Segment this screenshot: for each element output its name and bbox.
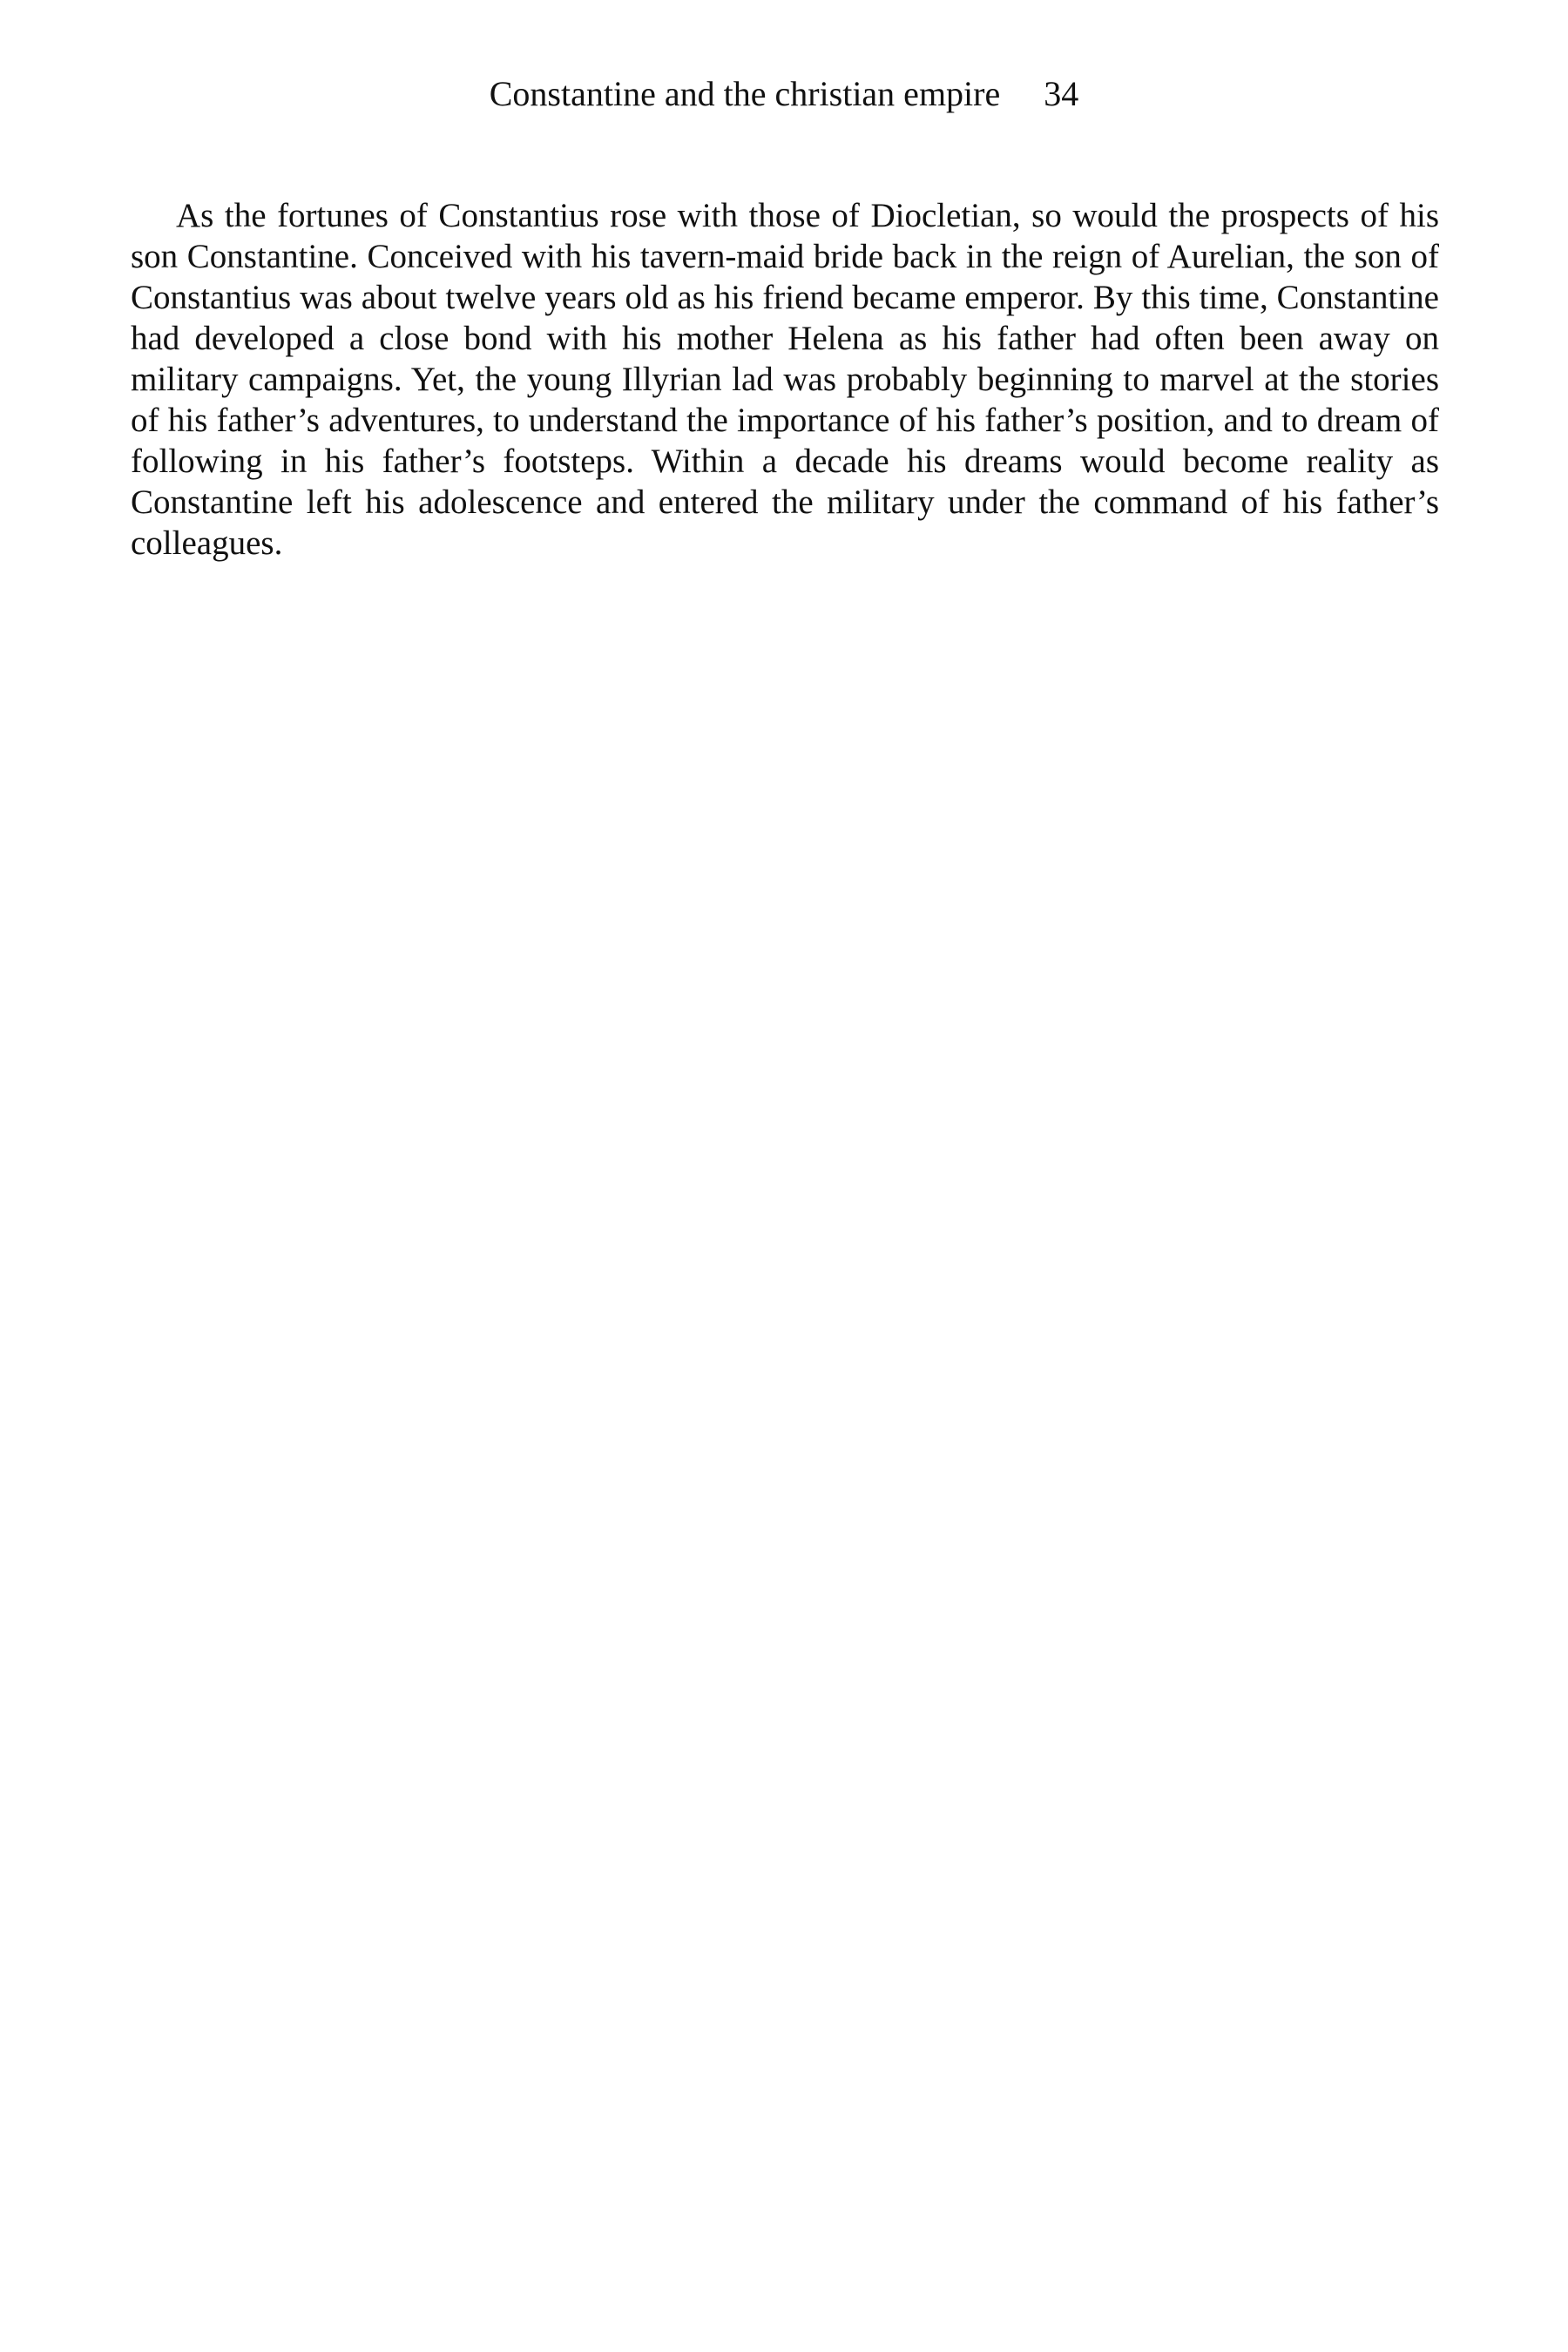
body-paragraph: As the fortunes of Constantius rose with those of Diocletian, so would the prospects of his son Constantine. Conceived with his tavern-maid bride back in the reign of Aurelian, the son of Constantius was about twelve years old as his friend became emperor. By this time, Constantine had developed a close bond with his mother Helena as his father had often been away on military campaigns. Yet, the young Illyrian lad was probably beginning to marvel at the stories of his father’s adventures, to understand the importance of his father’s position, and to dream of following in his father’s footsteps. Within a decade his dreams would become reality as Constantine left his adolescence and entered the military under the command of his father’s colleagues. (131, 197, 1439, 562)
running-header (0, 73, 1568, 115)
page-number: 34 (1044, 74, 1079, 113)
running-title: Constantine and the christian empire (489, 74, 1001, 113)
